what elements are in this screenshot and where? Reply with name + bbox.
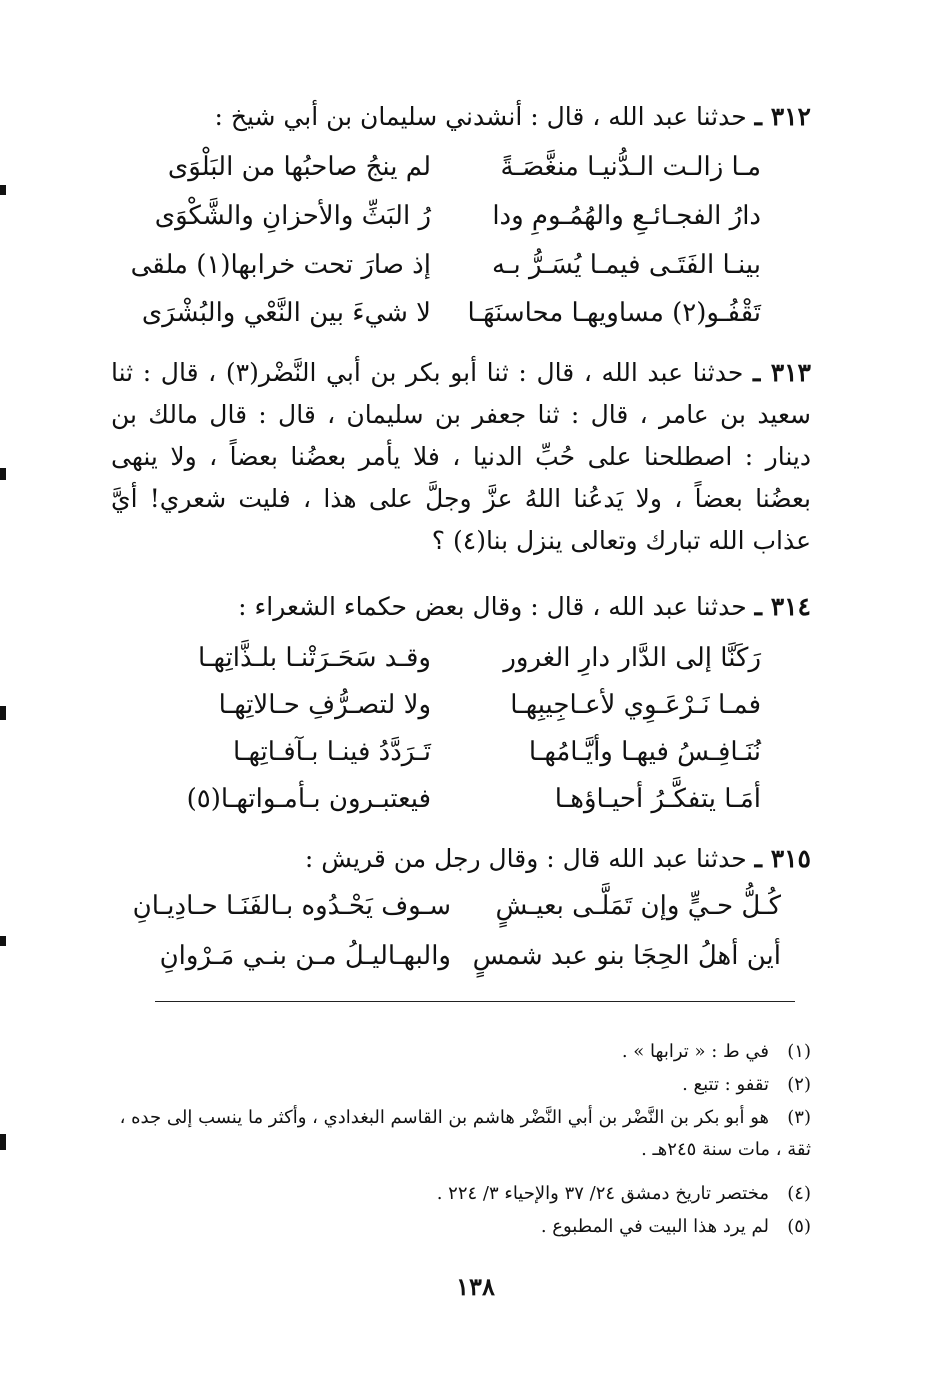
verse-line xyxy=(121,152,761,198)
verse-line xyxy=(101,941,781,987)
footnote-number: (١) xyxy=(787,1041,811,1062)
footnote xyxy=(111,1102,811,1166)
verse-line xyxy=(121,690,761,736)
entry-number: ٣١٤ ـ xyxy=(754,592,811,621)
verse-line xyxy=(121,201,761,247)
first-hemistich: نُنَـافِـسُ فيهـا وأيَّـامُهـا xyxy=(528,737,761,767)
second-hemistich: رُ البَثِّ والأحزانِ والشَّكْوَى xyxy=(154,201,431,231)
footnote-text: هو أبو بكر بن النَّضْر بن أبي النَّضْر هاشم بن القاسم البغدادي ، وأكثر ما ينسب إلى جده ، ثقة ، مات سنة ٢٤٥هـ . xyxy=(119,1107,811,1160)
first-hemistich: كُـلُّ حـيٍّ وإن تَمَلَّـى بعيـشٍ xyxy=(495,891,781,921)
second-hemistich: لم ينجُ صاحبُها من البَلْوَى xyxy=(167,152,431,182)
scan-edge-mark xyxy=(0,468,6,480)
footnote-text: مختصر تاريخ دمشق ٢٤/ ٣٧ والإحياء ٣/ ٢٢٤ . xyxy=(436,1183,769,1204)
first-hemistich: مـا زالـت الـدُّنيـا منغَّصَـةً xyxy=(500,152,761,182)
footnote xyxy=(111,1069,811,1101)
entry-number: ٣١٣ ـ xyxy=(752,358,811,387)
footnote xyxy=(111,1178,811,1210)
paragraph-315 xyxy=(111,838,811,880)
verse-line xyxy=(121,784,761,830)
paragraph-text: حدثنا عبد الله ، قال : أنشدني سليمان بن أبي شيخ : xyxy=(214,102,747,131)
scan-edge-mark xyxy=(0,185,6,195)
second-hemistich: وقـد سَحَـرَتْنـا بلـذَّاتِهـا xyxy=(197,643,431,673)
second-hemistich: لا شيءَ بين النَّعْي والبُشْرَى xyxy=(141,298,431,328)
verse-line xyxy=(101,891,781,937)
second-hemistich: والبهـاليـلُ مـن بنـي مَـرْوانِ xyxy=(159,941,451,971)
first-hemistich: أين أهلُ الحِجَا بنو عبد شمسٍ xyxy=(472,941,781,971)
footnote-number: (٢) xyxy=(787,1074,811,1095)
footnote-text: لم يرد هذا البيت في المطبوع . xyxy=(540,1216,769,1237)
scan-edge-mark xyxy=(0,706,6,720)
paragraph-text: حدثنا عبد الله ، قال : وقال بعض حكماء الشعراء : xyxy=(238,592,747,621)
footnote-divider xyxy=(155,1001,795,1002)
footnote-text: في ط : « ترابها » . xyxy=(621,1041,769,1062)
scan-edge-mark xyxy=(0,936,6,946)
second-hemistich: ولا لتصـرُّفِ حـالاتِهـا xyxy=(218,690,431,720)
first-hemistich: بينـا الفَتَـى فيمـا يُسَـرُّ بـه xyxy=(492,250,761,280)
paragraph-314 xyxy=(111,586,811,628)
footnote xyxy=(111,1036,811,1068)
footnote-number: (٣) xyxy=(787,1107,811,1128)
paragraph-312 xyxy=(111,96,811,138)
footnote-number: (٥) xyxy=(787,1216,811,1237)
second-hemistich: تَـرَدَّدُ فينـا بـآفـاتِهـا xyxy=(232,737,431,767)
second-hemistich: إذ صارَ تحت خرابها(١) ملقى xyxy=(130,250,431,280)
verse-line xyxy=(121,298,761,344)
first-hemistich: فمـا نَـرْعَـوِي لأعـاجِيبِهـا xyxy=(510,690,761,720)
footnote xyxy=(111,1211,811,1243)
paragraph-text: حدثنا عبد الله ، قال : ثنا أبو بكر بن أبي النَّضْر(٣) ، قال : ثنا سعيد بن عامر ، قال : ثنا جعفر بن سليمان ، قال : قال مالك بن دينار : اصطلحنا على حُبِّ الدنيا ، فلا يأمر بعضُنا بعضاً ، ولا ينهى بعضُنا بعضاً ، ولا يَدعُنا اللهُ عزَّ وجلَّ على هذا ، فليت شعري! أيَّ عذاب الله تبارك وتعالى ينزل بنا(٤) ؟ xyxy=(111,358,811,555)
entry-number: ٣١٢ ـ xyxy=(754,102,811,131)
first-hemistich: تَقْفُـو(٢) مساويهـا محاسنَهَـا xyxy=(467,298,761,328)
verse-line xyxy=(121,737,761,783)
second-hemistich: سـوف يَحْـدُوه بـالفَنَـا حـادِيـانِ xyxy=(132,891,451,921)
page-number: ١٣٨ xyxy=(456,1272,495,1301)
scan-edge-mark xyxy=(0,1134,6,1150)
paragraph-313 xyxy=(111,352,811,562)
first-hemistich: أمَـا يتفكَّـرُ أحيـاؤهـا xyxy=(554,784,761,814)
second-hemistich: فيعتبـرون بـأمـواتهـا(٥) xyxy=(186,784,431,814)
first-hemistich: دارُ الفجـائـعِ والهُمُـومِ ودا xyxy=(492,201,761,231)
footnote-text: تقفو : تتبع . xyxy=(682,1074,769,1095)
verse-line xyxy=(121,643,761,689)
verse-line xyxy=(121,250,761,296)
first-hemistich: رَكَنَّا إلى الدَّار دارِ الغرور xyxy=(503,643,761,673)
entry-number: ٣١٥ ـ xyxy=(754,844,811,873)
paragraph-text: حدثنا عبد الله قال : وقال رجل من قريش : xyxy=(304,844,747,873)
footnote-number: (٤) xyxy=(787,1183,811,1204)
